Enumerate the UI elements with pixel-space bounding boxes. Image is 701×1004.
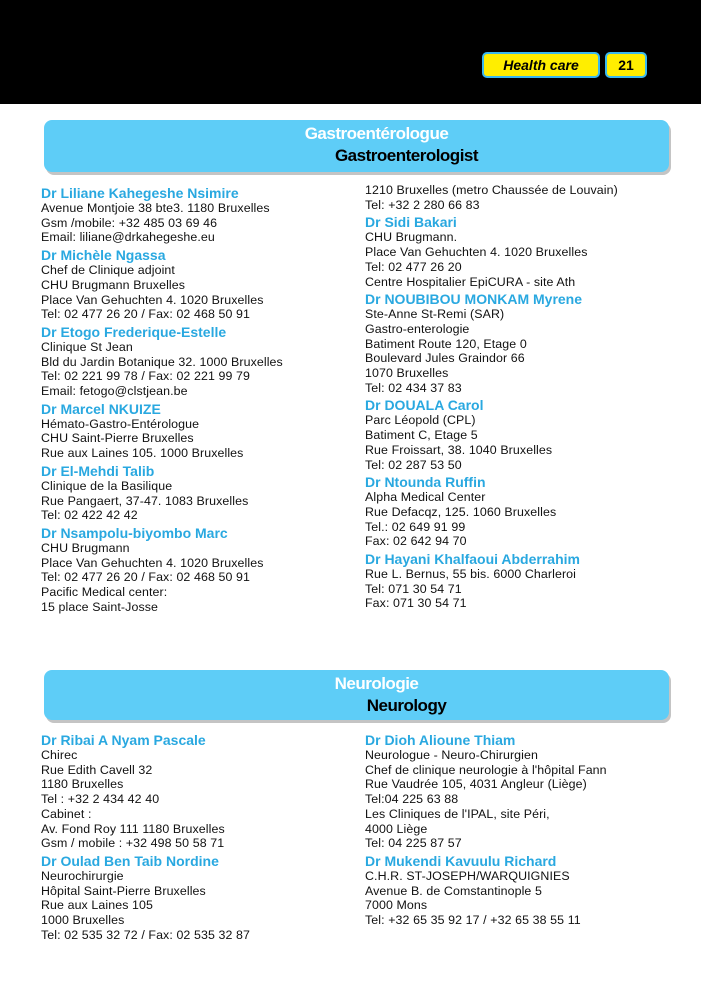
section-header-neuro [44,670,669,720]
entry-line: Neurologue - Neuro-Chirurgien [365,748,539,762]
doctor-entry [41,732,371,851]
section-header-gastro [44,120,669,172]
entry-line: Avenue B. de Comstantinople 5 [365,883,542,898]
doctor-name: Dr Nsampolu-biyombo Marc [41,524,228,541]
entry-line: Parc Léopold (CPL) [365,413,476,428]
doctor-entry [365,732,695,851]
doctor-name: Dr Dioh Alioune Thiam [365,732,516,748]
entry-line: CHU Brugmann Bruxelles [41,277,186,292]
entry-line: Batiment C, Etage 5 [365,428,478,443]
gastro-left-column [41,183,371,614]
entry-line: Tel:04 225 63 88 [365,792,459,807]
entry-line: Clinique St Jean [41,339,133,354]
entry-line: Tel: 02 477 26 20 / Fax: 02 468 50 91 [41,570,250,585]
entry-line: Tel: 02 535 32 72 / Fax: 02 535 32 87 [41,927,250,942]
doctor-entry [365,853,695,928]
entry-line: Bld du Jardin Botanique 32. 1000 Bruxelles [41,354,283,369]
section-title-fr: Gastroentérologue [304,124,449,143]
entry-line: Rue Vaudrée 105, 4031 Angleur (Liège) [365,777,587,792]
neuro-right-column [365,730,695,928]
doctor-name: Dr Marcel NKUIZE [41,400,161,417]
entry-line: 1000 Bruxelles [41,913,125,928]
doctor-entry [41,247,371,322]
section-title-en: Neurology [366,696,447,715]
entry-line: Clinique de la Basilique [41,478,173,493]
doctor-name: Dr Liliane Kahegeshe Nsimire [41,185,239,201]
entry-line: 1070 Bruxelles [365,366,449,381]
neuro-left-column [41,730,371,942]
entry-line: Email: fetogo@clstjean.be [41,384,188,399]
entry-line: Boulevard Jules Graindor 66 [365,351,525,366]
entry-line: Tel.: 02 649 91 99 [365,519,466,534]
entry-line: Tel: 02 477 26 20 [365,259,462,274]
entry-line: Alpha Medical Center [365,490,486,505]
doctor-entry [41,463,371,523]
doctor-entry [41,853,371,943]
section-title-en: Gastroenterologist [334,146,479,165]
doctor-entry [41,525,371,615]
doctor-name: Dr Hayani Khalfaoui Abderrahim [365,551,580,568]
entry-line: Fax: 02 642 94 70 [365,534,467,549]
page-number-badge: 21 [605,52,647,78]
entry-line: Chef de Clinique adjoint [41,263,175,278]
entry-line: Tel: 071 30 54 71 [365,581,462,596]
entry-line: Email: liliane@drkahegeshe.eu [41,230,215,245]
entry-line: Chef de clinique neurologie à l'hôpital Fann [365,762,607,777]
entry-line: Rue aux Laines 105 [41,898,154,913]
doctor-name: Dr Ribai A Nyam Pascale [41,732,206,748]
doctor-name: Dr Ntounda Ruffin [365,474,486,491]
entry-line: Place Van Gehuchten 4. 1020 Bruxelles [41,292,264,307]
entry-line: Cabinet : [41,806,92,821]
health-care-badge: Health care [482,52,600,78]
entry-line: Tel: 02 287 53 50 [365,457,462,472]
entry-line: CHU Saint-Pierre Bruxelles [41,431,194,446]
entry-line: Rue Edith Cavell 32 [41,762,153,777]
entry-line: Chirec [41,748,78,762]
doctor-entry [365,551,695,611]
entry-line: Tel: +32 2 280 66 83 [365,197,480,212]
entry-line: Place Van Gehuchten 4. 1020 Bruxelles [41,555,264,570]
entry-line: Av. Fond Roy 111 1180 Bruxelles [41,821,225,836]
entry-line: Fax: 071 30 54 71 [365,596,467,611]
entry-line: Tel : +32 2 434 42 40 [41,792,160,807]
entry-line: 15 place Saint-Josse [41,599,159,614]
gastro-right-column [365,183,695,611]
entry-line: Ste-Anne St-Remi (SAR) [365,307,505,322]
entry-line: Rue Defacqz, 125. 1060 Bruxelles [365,504,557,519]
doctor-entry [41,401,371,461]
doctor-entry [365,291,695,395]
doctor-name: Dr Oulad Ben Taib Nordine [41,852,219,869]
entry-line: Place Van Gehuchten 4. 1020 Bruxelles [365,245,588,260]
entry-line: C.H.R. ST-JOSEPH/WARQUIGNIES [365,868,570,883]
entry-line: Centre Hospitalier EpiCURA - site Ath [365,274,576,289]
continued-entry [365,183,695,212]
doctor-name: Dr Michèle Ngassa [41,247,166,264]
entry-line: 7000 Mons [365,898,428,913]
entry-line: Tel: 02 221 99 78 / Fax: 02 221 99 79 [41,369,250,384]
doctor-name: Dr El-Mehdi Talib [41,462,155,479]
doctor-entry [365,214,695,289]
entry-line: Pacific Medical center: [41,585,168,600]
entry-line: Gastro-enterologie [365,321,470,336]
entry-line: Hémato-Gastro-Entérologue [41,416,200,431]
entry-line: 1180 Bruxelles [41,777,124,792]
entry-line: 1210 Bruxelles (metro Chaussée de Louvain) [365,183,618,197]
entry-line: Tel: 04 225 87 57 [365,836,462,851]
doctor-entry [41,185,371,245]
doctor-name: Dr NOUBIBOU MONKAM Myrene [365,291,583,308]
entry-line: Gsm / mobile : +32 498 50 58 71 [41,836,225,851]
doctor-name: Dr Mukendi Kavuulu Richard [365,852,557,869]
entry-line: Rue Pangaert, 37-47. 1083 Bruxelles [41,493,249,508]
entry-line: Rue aux Laines 105. 1000 Bruxelles [41,446,244,461]
entry-line: Hôpital Saint-Pierre Bruxelles [41,883,206,898]
doctor-name: Dr Sidi Bakari [365,214,457,231]
entry-line: Rue Froissart, 38. 1040 Bruxelles [365,442,553,457]
entry-line: Tel: 02 434 37 83 [365,380,462,395]
entry-line: Gsm /mobile: +32 485 03 69 46 [41,215,218,230]
doctor-entry [365,397,695,472]
doctor-name: Dr Etogo Frederique-Estelle [41,323,227,340]
entry-line: Rue L. Bernus, 55 bis. 6000 Charleroi [365,567,577,582]
entry-line: Tel: 02 477 26 20 / Fax: 02 468 50 91 [41,307,250,322]
doctor-entry [365,474,695,549]
entry-line: Tel: +32 65 35 92 17 / +32 65 38 55 11 [365,913,581,928]
section-title-fr: Neurologie [334,674,419,693]
entry-line: CHU Brugmann. [365,230,458,245]
entry-line: Tel: 02 422 42 42 [41,508,138,523]
entry-line: Avenue Montjoie 38 bte3. 1180 Bruxelles [41,201,270,215]
entry-line: Neurochirurgie [41,868,124,883]
entry-line: Les Cliniques de l'IPAL, site Péri, [365,806,550,821]
doctor-name: Dr DOUALA Carol [365,397,484,414]
doctor-entry [41,324,371,399]
entry-line: Batiment Route 120, Etage 0 [365,336,527,351]
entry-line: 4000 Liège [365,821,428,836]
entry-line: CHU Brugmann [41,540,130,555]
